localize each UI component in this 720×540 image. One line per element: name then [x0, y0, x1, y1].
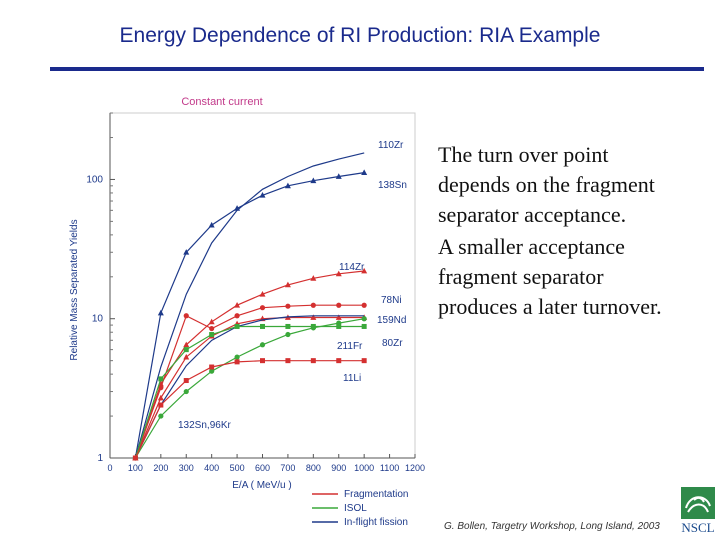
series-138sn — [132, 169, 367, 460]
chart-legend — [312, 489, 408, 528]
x-tick-label: 100 — [127, 463, 143, 473]
y-tick-label: 10 — [91, 313, 103, 325]
data-point — [234, 355, 239, 360]
series-labels — [178, 140, 407, 431]
data-point — [234, 313, 239, 318]
data-point — [184, 378, 189, 383]
series-line — [135, 271, 364, 458]
data-point — [260, 358, 265, 363]
data-point — [285, 304, 290, 309]
title-divider — [50, 67, 704, 71]
data-point — [158, 413, 163, 418]
data-point — [235, 324, 240, 329]
series-layer — [132, 153, 367, 461]
x-tick-label: 800 — [305, 463, 321, 473]
data-point — [209, 222, 215, 228]
series-159nd — [132, 314, 367, 460]
data-point — [362, 316, 367, 321]
data-point — [209, 326, 214, 331]
nscl-emblem-icon — [680, 486, 716, 520]
data-point — [158, 403, 163, 408]
series-label: 138Sn — [378, 180, 407, 191]
x-tick-label: 1000 — [354, 463, 375, 473]
data-point — [209, 332, 214, 337]
x-tick-label: 500 — [229, 463, 245, 473]
series-label: 132Sn,96Kr — [178, 420, 231, 431]
series-132sn-96kr — [133, 316, 367, 460]
x-axis-label: E/A ( MeV/u ) — [232, 480, 292, 491]
series-label: 159Nd — [377, 315, 407, 326]
data-point — [184, 313, 189, 318]
body-text — [438, 140, 678, 322]
x-tick-label: 0 — [107, 463, 113, 473]
series-label: 114Zr — [339, 262, 365, 273]
series-line — [135, 305, 364, 458]
data-point — [361, 169, 367, 175]
series-label: 11Li — [343, 373, 362, 384]
data-point — [362, 324, 367, 329]
data-point — [362, 358, 367, 363]
series-80zr — [135, 316, 364, 458]
series-line — [135, 361, 364, 458]
data-point — [184, 389, 189, 394]
axes — [86, 113, 425, 473]
data-point — [133, 456, 138, 461]
series-label: 78Ni — [381, 295, 402, 306]
data-point — [260, 324, 265, 329]
series-line — [135, 316, 364, 458]
body-paragraph-1: The turn over point depends on the fragment separator acceptance. — [438, 142, 655, 227]
data-point — [285, 332, 290, 337]
series-label: 80Zr — [382, 338, 403, 349]
legend-label: In-flight fission — [344, 517, 408, 528]
body-paragraph-2: A smaller acceptance fragment separator produces a later turnover. — [438, 234, 662, 319]
y-axis-label: Relative Mass Separated Yields — [69, 219, 80, 361]
credit-line: G. Bollen, Targetry Workshop, Long Island, 2003 — [444, 521, 660, 532]
x-tick-label: 400 — [204, 463, 220, 473]
data-point — [336, 358, 341, 363]
nscl-logo — [680, 486, 716, 536]
yield-chart — [0, 85, 430, 540]
x-tick-label: 900 — [331, 463, 347, 473]
data-point — [285, 324, 290, 329]
y-tick-label: 100 — [86, 174, 103, 186]
x-tick-label: 300 — [178, 463, 194, 473]
data-point — [362, 303, 367, 308]
x-tick-label: 600 — [254, 463, 271, 473]
data-point — [336, 321, 341, 326]
data-point — [209, 319, 215, 325]
series-label: 211Fr — [337, 341, 363, 352]
x-tick-label: 1100 — [379, 463, 400, 473]
x-tick-label: 700 — [280, 463, 296, 473]
data-point — [311, 358, 316, 363]
series-line — [135, 319, 364, 458]
data-point — [235, 359, 240, 364]
x-tick-label: 1200 — [404, 463, 426, 473]
legend-label: ISOL — [344, 503, 367, 514]
data-point — [285, 358, 290, 363]
data-point — [209, 365, 214, 370]
series-label: 110Zr — [378, 140, 404, 151]
data-point — [158, 376, 163, 381]
slide-title: Energy Dependence of RI Production: RIA Example — [119, 24, 601, 47]
plot-area — [110, 113, 415, 458]
data-point — [260, 305, 265, 310]
series-line — [135, 318, 364, 459]
logo-text: NSCL — [681, 520, 715, 535]
series-211fr — [133, 324, 367, 461]
y-tick-label: 1 — [97, 453, 103, 464]
data-point — [311, 303, 316, 308]
data-point — [260, 342, 265, 347]
chart-title: Constant current — [181, 96, 263, 108]
data-point — [158, 310, 164, 316]
data-point — [336, 303, 341, 308]
data-point — [184, 347, 189, 352]
legend-label: Fragmentation — [344, 489, 409, 500]
x-tick-label: 200 — [153, 463, 169, 473]
data-point — [311, 325, 316, 330]
